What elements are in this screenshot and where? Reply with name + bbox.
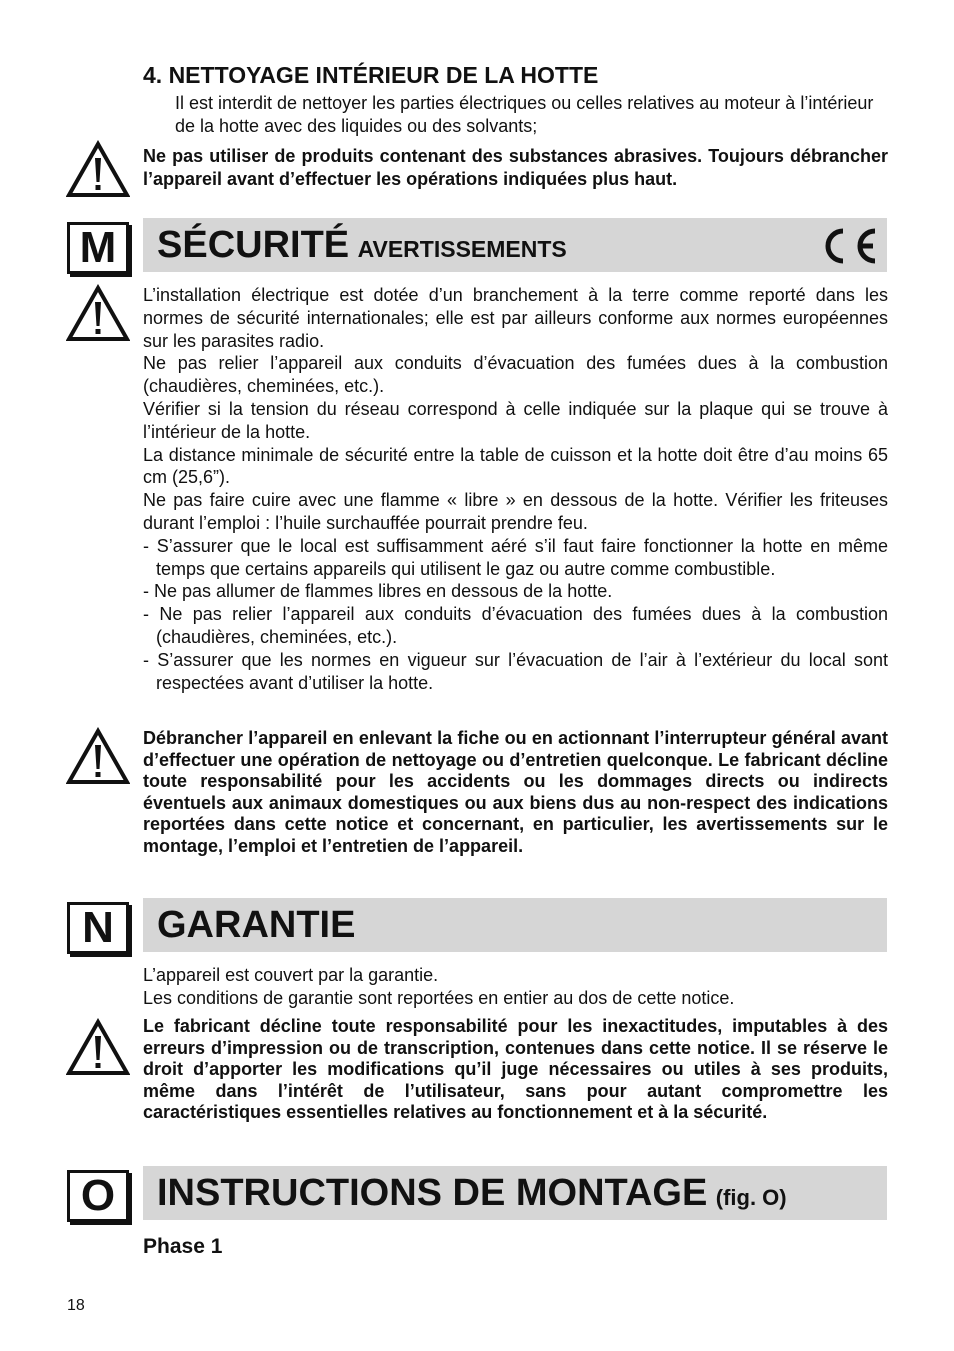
paragraph: Les conditions de garantie sont reportées en entier au dos de cette notice.: [143, 987, 735, 1008]
section-letter-n: N: [67, 902, 129, 954]
section-letter-m: M: [67, 222, 129, 274]
warning-icon: [66, 140, 130, 198]
section-title: INSTRUCTIONS DE MONTAGE (fig. O): [157, 1172, 787, 1214]
section-title-bar: [143, 218, 887, 272]
paragraph: Vérifier si la tension du réseau correspond à celle indiquée sur la plaque qui se trouve à l’intérieur de la hotte.: [143, 398, 888, 442]
warning-text: Le fabricant décline toute responsabilité pour les inexactitudes, imputables à des erreurs d’impression ou de transcription, contenues dans cette notice. Il se réserve le droit d’apporter les modifications qu’il juge nécessaires ou utiles à ses produits, même dans l’intérêt de l’utilisateur, sans pour autant compromettre les caractéristiques essentielles relatives au fonctionnement et à la sécurité.: [143, 1016, 888, 1123]
paragraph: Ne pas relier l’appareil aux conduits d’évacuation des fumées dues à la combustion (chaudières, cheminées, etc.).: [143, 353, 888, 397]
warning-text: Débrancher l’appareil en enlevant la fiche ou en actionnant l’interrupteur général avant d’effectuer une opération de nettoyage ou d’entretien quelconque. Le fabricant décline toute responsabilité pour les accidents ou les dommages directs ou indirects éventuels aux animaux domestiques ou aux biens dus au non-respect des indications reportées dans cette notice et concernant, en particulier, les avertissements sur le montage, l’emploi et l’entretien de l’appareil.: [143, 728, 888, 856]
paragraph: L’installation électrique est dotée d’un branchement à la terre comme reporté dans les normes de sécurité internationales; elle est par ailleurs conforme aux normes européennes sur les parasites radio.: [143, 285, 888, 351]
list-item: - Ne pas allumer de flammes libres en dessous de la hotte.: [143, 581, 613, 602]
warning-icon: [66, 727, 130, 785]
section-title-bar: [143, 1166, 887, 1220]
list-item: - S’assurer que les normes en vigueur sur l’évacuation de l’air à l’extérieur du local sont respectées avant d’utiliser la hotte.: [143, 649, 888, 693]
section-title: GARANTIE: [157, 904, 356, 946]
paragraph: L’appareil est couvert par la garantie.: [143, 965, 439, 985]
page-number: 18: [67, 1297, 85, 1314]
paragraph: La distance minimale de sécurité entre la table de cuisson et la hotte doit être d’au moins 65 cm (25,6”).: [143, 444, 888, 488]
warning-text: Ne pas utiliser de produits contenant des substances abrasives. Toujours débrancher l’appareil avant d’effectuer les opérations indiquées plus haut.: [143, 146, 888, 189]
phase-heading: Phase 1: [143, 1235, 223, 1258]
list-item: - S’assurer que le local est suffisamment aéré s’il faut faire fonctionner la hotte en même temps que certains appareils qui utilisent le gaz ou autre comme combustible.: [143, 535, 888, 579]
paragraph: Ne pas faire cuire avec une flamme « libre » en dessous de la hotte. Vérifier les friteuses durant l’emploi : l’huile surchauffée pourrait prendre feu.: [143, 490, 888, 533]
warning-icon: [66, 1018, 130, 1076]
safety-text: [143, 284, 888, 694]
section-text: Il est interdit de nettoyer les parties électriques ou celles relatives au moteur à l’intérieur de la hotte avec des liquides ou des solvants;: [175, 93, 874, 136]
warning-icon: [66, 284, 130, 342]
section-heading: 4. NETTOYAGE INTÉRIEUR DE LA HOTTE: [143, 62, 599, 88]
warranty-text: [143, 964, 888, 1010]
section-title-bar: [143, 898, 887, 952]
section-title: SÉCURITÉ AVERTISSEMENTS: [157, 224, 567, 266]
ce-mark-icon: [815, 227, 879, 265]
list-item: - Ne pas relier l’appareil aux conduits d’évacuation des fumées dues à la combustion (chaudières, cheminées, etc.).: [143, 604, 888, 647]
section-letter-o: O: [67, 1170, 129, 1222]
